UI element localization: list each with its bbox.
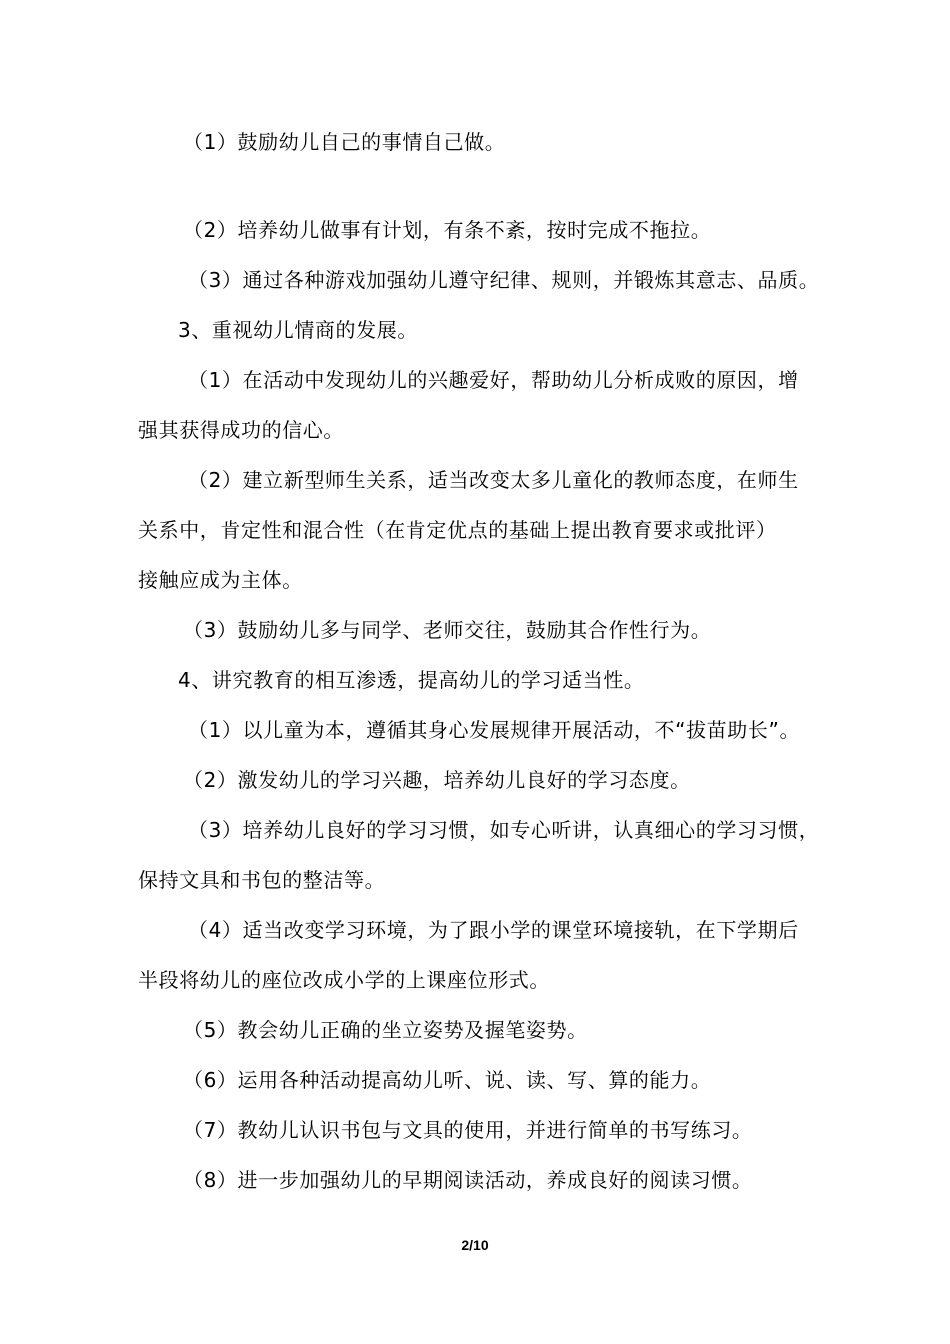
list-item-1-c: （1）以儿童为本，遵循其身心发展规律开展活动，不“拔苗助长”。: [188, 718, 801, 742]
list-item-7-c: （7）教幼儿认识书包与文具的使用，并进行简单的书写练习。: [183, 1118, 753, 1142]
list-item-4-c: （4）适当改变学习环境，为了跟小学的课堂环境接轨，在下学期后: [188, 918, 799, 942]
list-item-6-c: （6）运用各种活动提高幼儿听、说、读、写、算的能力。: [183, 1068, 712, 1092]
list-item-3: （3）通过各种游戏加强幼儿遵守纪律、规则，并锻炼其意志、品质。: [188, 268, 820, 292]
list-item-2-c: （2）激发幼儿的学习兴趣，培养幼儿良好的学习态度。: [183, 768, 691, 792]
page-number: 2/10: [461, 1237, 489, 1253]
list-item-2: （2）培养幼儿做事有计划，有条不紊，按时完成不拖拉。: [183, 218, 712, 242]
list-item-3-b: （3）鼓励幼儿多与同学、老师交往，鼓励其合作性行为。: [183, 618, 712, 642]
list-item-5-c: （5）教会幼儿正确的坐立姿势及握笔姿势。: [183, 1018, 588, 1042]
list-item-2-b-cont1: 关系中，肯定性和混合性（在肯定优点的基础上提出教育要求或批评）: [138, 518, 777, 542]
list-item-2-b: （2）建立新型师生关系，适当改变太多儿童化的教师态度，在师生: [188, 468, 799, 492]
list-item-2-b-cont2: 接触应成为主体。: [138, 568, 303, 592]
list-item-3-c-cont: 保持文具和书包的整洁等。: [138, 868, 386, 892]
list-item-1: （1）鼓励幼儿自己的事情自己做。: [183, 130, 506, 154]
list-item-4-c-cont: 半段将幼儿的座位改成小学的上课座位形式。: [138, 968, 550, 992]
list-item-1-b: （1）在活动中发现幼儿的兴趣爱好，帮助幼儿分析成败的原因，增: [188, 368, 799, 392]
list-item-8-c: （8）进一步加强幼儿的早期阅读活动，养成良好的阅读习惯。: [183, 1168, 753, 1192]
list-item-1-b-cont: 强其获得成功的信心。: [138, 418, 344, 442]
list-item-3-c: （3）培养幼儿良好的学习习惯，如专心听讲，认真细心的学习习惯，: [188, 818, 820, 842]
section-heading-3: 3、重视幼儿情商的发展。: [178, 318, 418, 342]
section-heading-4: 4、讲究教育的相互渗透，提高幼儿的学习适当性。: [178, 668, 645, 692]
